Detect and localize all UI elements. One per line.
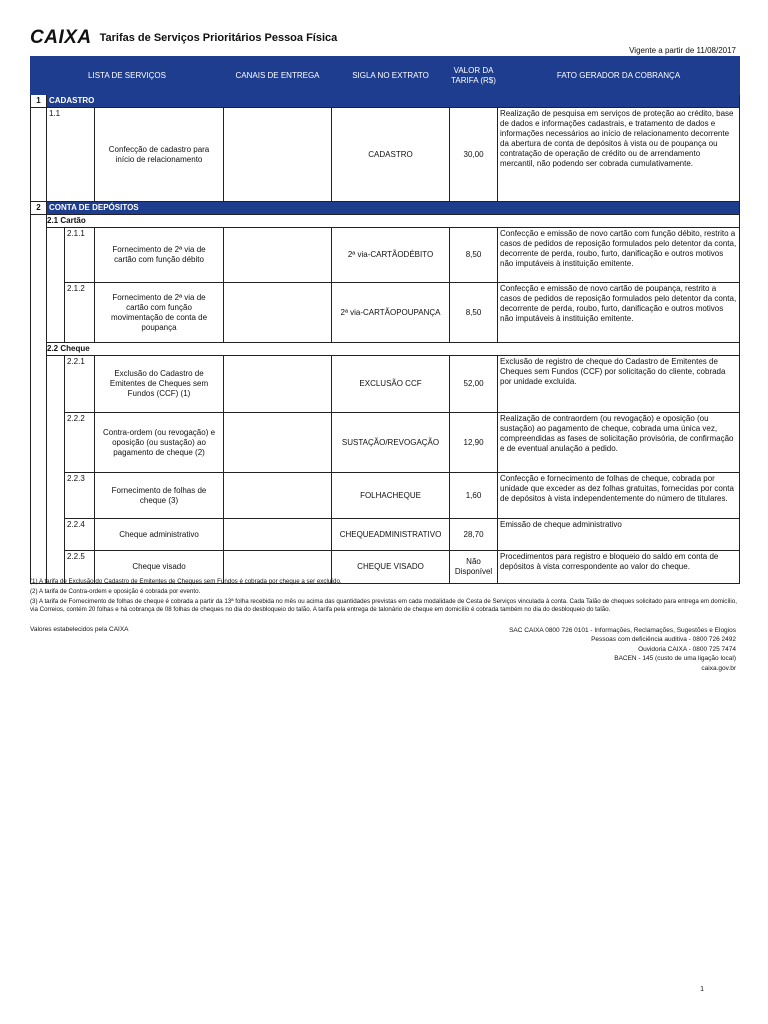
table-header-row: [31, 57, 740, 95]
table-row: [31, 283, 740, 343]
ombudsman-contact: Ouvidoria CAIXA - 0800 725 7474: [638, 645, 736, 653]
tariff-value: 8,50: [450, 283, 498, 343]
tariff-value: 12,90: [450, 413, 498, 473]
row-number: 2.2.2: [65, 413, 95, 473]
subsection-row: [31, 215, 740, 228]
charge-trigger: Realização de pesquisa em serviços de proteção ao crédito, base de dados e informações cadastrais, e tratamento de dados e informações necessários ao início de relacionamento decorrente da abertura de conta de depósitos à vista ou de poupança ou contratação de operação de crédito ou de arrendamento mercantil, não podendo ser cobrada cumulativamente.: [498, 108, 740, 202]
statement-code: SUSTAÇÃO/REVOGAÇÃO: [332, 413, 450, 473]
column-header-lista: LISTA DE SERVIÇOS: [31, 57, 224, 95]
effective-date: Vigente a partir de 11/08/2017: [629, 46, 736, 55]
statement-code: EXCLUSÃO CCF: [332, 356, 450, 413]
tariff-table: [30, 56, 740, 584]
column-header-canais: CANAIS DE ENTREGA: [224, 57, 332, 95]
tariff-value: Não Disponível: [450, 551, 498, 584]
table-row: [31, 108, 740, 202]
column-header-valor: VALOR DA TARIFA (R$): [450, 57, 498, 95]
table-row: [31, 356, 740, 413]
delivery-channels: [224, 228, 332, 283]
tariff-value: 1,60: [450, 473, 498, 519]
statement-code: 2ª via-CARTÃODÉBITO: [332, 228, 450, 283]
table-row: [31, 413, 740, 473]
charge-trigger: Emissão de cheque administrativo: [498, 519, 740, 551]
delivery-channels: [224, 108, 332, 202]
service-name: Fornecimento de folhas de cheque (3): [95, 473, 224, 519]
row-number: 2.2.4: [65, 519, 95, 551]
section-number: 2: [31, 202, 47, 215]
column-header-sigla: SIGLA NO EXTRATO: [332, 57, 450, 95]
column-header-fato: FATO GERADOR DA COBRANÇA: [498, 57, 740, 95]
footer-contacts: [509, 626, 736, 673]
charge-trigger: Confecção e emissão de novo cartão com função débito, restrito a casos de pedidos de reposição formulados pelo detentor da conta, decorrente de perda, roubo, furto, danificação e outros motivos não imputáveis à instituição emitente.: [498, 228, 740, 283]
row-number: 1.1: [47, 108, 95, 202]
service-name: Fornecimento de 2ª via de cartão com função débito: [95, 228, 224, 283]
row-number: 2.1.2: [65, 283, 95, 343]
footer-values-note: Valores estabelecidos pela CAIXA: [30, 626, 129, 633]
tariff-value: 30,00: [450, 108, 498, 202]
statement-code: FOLHACHEQUE: [332, 473, 450, 519]
row-number: 2.2.5: [65, 551, 95, 584]
section-title: CADASTRO: [47, 95, 740, 108]
section-number: 1: [31, 95, 47, 108]
section-row: [31, 202, 740, 215]
footnote-1: (1) A tarifa de Exclusão do Cadastro de Emitentes de Cheques sem Fundos é cobrada por cheque a ser excluído.: [30, 578, 342, 585]
hearing-impaired-contact: Pessoas com deficiência auditiva - 0800 726 2492: [591, 636, 736, 644]
website-link[interactable]: caixa.gov.br: [701, 664, 736, 672]
charge-trigger: Exclusão de registro de cheque do Cadastro de Emitentes de Cheques sem Fundos (CCF) por solicitação do cliente, cobrada por unidade excluída.: [498, 356, 740, 413]
table-row: [31, 519, 740, 551]
charge-trigger: Procedimentos para registro e bloqueio do saldo em conta de depósitos à vista correspondente ao valor do cheque.: [498, 551, 740, 584]
statement-code: 2ª via-CARTÃOPOUPANÇA: [332, 283, 450, 343]
subsection-number: 2.1: [47, 216, 59, 225]
bacen-contact: BACEN - 145 (custo de uma ligação local): [614, 655, 736, 663]
subsection-title: Cartão: [60, 216, 86, 225]
row-number: 2.2.3: [65, 473, 95, 519]
tariff-value: 52,00: [450, 356, 498, 413]
subsection-title: Cheque: [60, 344, 90, 353]
page-title: Tarifas de Serviços Prioritários Pessoa Física: [99, 32, 338, 44]
delivery-channels: [224, 413, 332, 473]
charge-trigger: Confecção e fornecimento de folhas de cheque, cobrada por unidade que exceder as dez folhas gratuitas, fornecidas por conta de depósitos à vista independentemente do número de titulares.: [498, 473, 740, 519]
tariff-value: 28,70: [450, 519, 498, 551]
statement-code: CHEQUEADMINISTRATIVO: [332, 519, 450, 551]
service-name: Cheque visado: [95, 551, 224, 584]
subsection-row: [31, 343, 740, 356]
sac-contact: SAC CAIXA 0800 726 0101 - Informações, Reclamações, Sugestões e Elogios: [509, 627, 736, 634]
table-row: [31, 473, 740, 519]
row-number: 2.2.1: [65, 356, 95, 413]
section-title: CONTA DE DEPÓSITOS: [47, 202, 740, 215]
caixa-logo: CAIXA: [30, 27, 92, 48]
statement-code: CADASTRO: [332, 108, 450, 202]
delivery-channels: [224, 356, 332, 413]
statement-code: CHEQUE VISADO: [332, 551, 450, 584]
section-row: [31, 95, 740, 108]
page-number: 1: [700, 986, 704, 993]
delivery-channels: [224, 283, 332, 343]
delivery-channels: [224, 519, 332, 551]
footnotes: [30, 578, 740, 616]
service-name: Contra-ordem (ou revogação) e oposição (ou sustação) ao pagamento de cheque (2): [95, 413, 224, 473]
charge-trigger: Confecção e emissão de novo cartão de poupança, restrito a casos de pedidos de reposição formulados pelo detentor da conta, decorrente de perda, roubo, furto, danificação e outros motivos não imputáveis à instituição emitente.: [498, 283, 740, 343]
delivery-channels: [224, 473, 332, 519]
tariff-value: 8,50: [450, 228, 498, 283]
service-name: Exclusão do Cadastro de Emitentes de Cheques sem Fundos (CCF) (1): [95, 356, 224, 413]
service-name: Cheque administrativo: [95, 519, 224, 551]
subsection-number: 2.2: [47, 344, 59, 353]
row-number: 2.1.1: [65, 228, 95, 283]
service-name: Confecção de cadastro para início de relacionamento: [95, 108, 224, 202]
footnote-3: (3) A tarifa de Fornecimento de folhas de cheque é cobrada a partir da 13ª folha recebida no mês ou acima das quantidades previstas em cada modalidade de Cesta de Serviços vinculada à conta. Cada Talão de cheques solicitado para entrega em domicílio, via Correios, contém 20 folhas e há cobrança de 08 folhas de cheques no dia do desbloqueio do talão. A tarifa pela entrega de talonário de cheque em domicílio é cobrada também no dia do desbloqueio do talão.: [30, 598, 737, 614]
page-header: [30, 28, 337, 48]
service-name: Fornecimento de 2ª via de cartão com função movimentação de conta de poupança: [95, 283, 224, 343]
table-row: [31, 228, 740, 283]
footnote-2: (2) A tarifa de Contra-ordem e oposição é cobrada por evento.: [30, 588, 201, 596]
charge-trigger: Realização de contraordem (ou revogação) e oposição (ou sustação) ao pagamento de cheque, cobrada uma única vez, compreendidas as fases de solicitação provisória, de confirmação e de eventual anulação a pedido.: [498, 413, 740, 473]
